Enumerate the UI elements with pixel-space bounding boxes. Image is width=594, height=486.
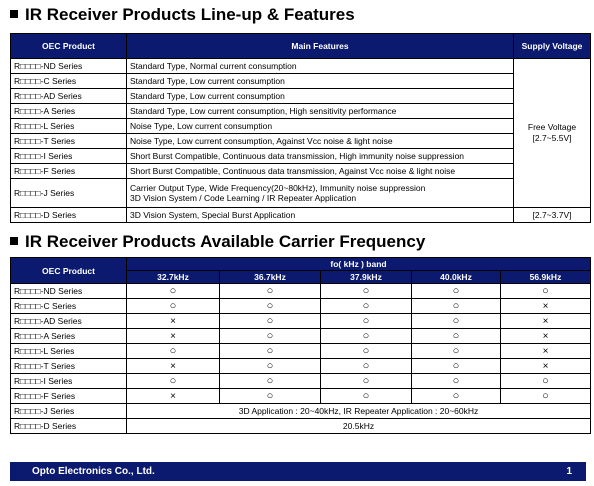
header-frequency: 37.9kHz: [321, 271, 412, 284]
frequency-rows: [11, 284, 591, 404]
feature-line: Carrier Output Type, Wide Frequency(20~80kHz), Immunity noise suppression: [130, 183, 426, 193]
product-cell: R□□□□-I Series: [11, 374, 127, 389]
available-mark: ○: [220, 374, 321, 389]
product-cell: R□□□□-AD Series: [11, 89, 127, 104]
frequency-note-cell: 20.5kHz: [127, 419, 591, 434]
available-mark: ○: [321, 284, 412, 299]
section2-heading: [10, 232, 425, 252]
not-available-mark: ×: [501, 344, 591, 359]
feature-cell: Standard Type, Low current consumption: [127, 89, 514, 104]
available-mark: ○: [321, 359, 412, 374]
frequency-note-cell: 3D Application : 20~40kHz, IR Repeater Application : 20~60kHz: [127, 404, 591, 419]
not-available-mark: ×: [501, 359, 591, 374]
page-number: 1: [566, 466, 572, 477]
table-header-row: [11, 258, 591, 271]
table-row: [11, 74, 591, 89]
table-header-row: [11, 34, 591, 59]
table-row: [11, 374, 591, 389]
product-cell: R□□□□-T Series: [11, 359, 127, 374]
product-cell: R□□□□-ND Series: [11, 59, 127, 74]
product-cell: R□□□□-A Series: [11, 104, 127, 119]
available-mark: ○: [501, 389, 591, 404]
product-cell: R□□□□-I Series: [11, 149, 127, 164]
available-mark: ○: [412, 359, 501, 374]
table-row: [11, 59, 591, 74]
available-mark: ○: [321, 299, 412, 314]
available-mark: ○: [220, 389, 321, 404]
table-row: [11, 419, 591, 434]
available-mark: ○: [412, 344, 501, 359]
available-mark: ○: [321, 314, 412, 329]
footer-bar: [10, 462, 586, 481]
section2-title: IR Receiver Products Available Carrier Frequency: [25, 232, 426, 251]
header-frequency: 56.9kHz: [501, 271, 591, 284]
supply-voltage-cell: [2.7~3.7V]: [514, 208, 591, 223]
available-mark: ○: [220, 344, 321, 359]
product-cell: R□□□□-A Series: [11, 329, 127, 344]
product-cell: R□□□□-C Series: [11, 74, 127, 89]
feature-cell: 3D Vision System, Special Burst Application: [127, 208, 514, 223]
feature-cell: Short Burst Compatible, Continuous data transmission, Against Vcc noise & light noise: [127, 164, 514, 179]
available-mark: ○: [321, 374, 412, 389]
table-row: [11, 344, 591, 359]
header-frequency: 40.0kHz: [412, 271, 501, 284]
feature-cell: Standard Type, Low current consumption: [127, 74, 514, 89]
table-row: [11, 329, 591, 344]
product-cell: R□□□□-F Series: [11, 164, 127, 179]
feature-cell: Noise Type, Low current consumption, Against Vcc noise & light noise: [127, 134, 514, 149]
table-row: [11, 164, 591, 179]
available-mark: ○: [412, 374, 501, 389]
table-row: [11, 314, 591, 329]
available-mark: ○: [321, 329, 412, 344]
feature-cell: Standard Type, Normal current consumption: [127, 59, 514, 74]
table-row: [11, 284, 591, 299]
available-mark: ○: [220, 359, 321, 374]
table-row: [11, 389, 591, 404]
product-cell: R□□□□-J Series: [11, 404, 127, 419]
not-available-mark: ×: [501, 299, 591, 314]
available-mark: ○: [127, 284, 220, 299]
not-available-mark: ×: [127, 359, 220, 374]
table-row: [11, 134, 591, 149]
available-mark: ○: [501, 374, 591, 389]
table-row: [11, 104, 591, 119]
feature-line: 3D Vision System / Code Learning / IR Repeater Application: [130, 193, 357, 203]
feature-cell: Short Burst Compatible, Continuous data transmission, High immunity noise suppression: [127, 149, 514, 164]
feature-cell: [127, 179, 514, 208]
product-cell: R□□□□-L Series: [11, 119, 127, 134]
company-name: Opto Electronics Co., Ltd.: [32, 466, 155, 477]
table-row: [11, 299, 591, 314]
available-mark: ○: [412, 329, 501, 344]
available-mark: ○: [412, 314, 501, 329]
lineup-features-table: [10, 33, 591, 223]
not-available-mark: ×: [501, 329, 591, 344]
table-row: [11, 149, 591, 164]
not-available-mark: ×: [127, 329, 220, 344]
not-available-mark: ×: [127, 314, 220, 329]
available-mark: ○: [412, 389, 501, 404]
available-mark: ○: [501, 284, 591, 299]
available-mark: ○: [412, 299, 501, 314]
header-frequency: 36.7kHz: [220, 271, 321, 284]
supply-voltage-merged-cell: [514, 59, 591, 208]
header-frequency: 32.7kHz: [127, 271, 220, 284]
available-mark: ○: [321, 389, 412, 404]
table-row: [11, 208, 591, 223]
available-mark: ○: [220, 329, 321, 344]
feature-cell: Standard Type, Low current consumption, High sensitivity performance: [127, 104, 514, 119]
square-bullet-icon: [10, 10, 18, 18]
header-supply-voltage: Supply Voltage: [514, 34, 591, 59]
header-main-features: Main Features: [127, 34, 514, 59]
table-row: [11, 404, 591, 419]
available-mark: ○: [220, 284, 321, 299]
product-cell: R□□□□-D Series: [11, 208, 127, 223]
available-mark: ○: [127, 344, 220, 359]
product-cell: R□□□□-F Series: [11, 389, 127, 404]
product-cell: R□□□□-J Series: [11, 179, 127, 208]
product-cell: R□□□□-ND Series: [11, 284, 127, 299]
header-fo-band: fo( kHz ) band: [127, 258, 591, 271]
available-mark: ○: [220, 314, 321, 329]
product-cell: R□□□□-C Series: [11, 299, 127, 314]
product-cell: R□□□□-D Series: [11, 419, 127, 434]
not-available-mark: ×: [501, 314, 591, 329]
section1-title: IR Receiver Products Line-up & Features: [25, 5, 355, 24]
supply-voltage-label: Free Voltage: [527, 122, 577, 132]
square-bullet-icon: [10, 237, 18, 245]
product-cell: R□□□□-AD Series: [11, 314, 127, 329]
available-mark: ○: [220, 299, 321, 314]
not-available-mark: ×: [127, 389, 220, 404]
carrier-frequency-table: [10, 257, 591, 434]
header-oec-product: OEC Product: [11, 34, 127, 59]
header-oec-product: OEC Product: [11, 258, 127, 284]
product-cell: R□□□□-T Series: [11, 134, 127, 149]
product-cell: R□□□□-L Series: [11, 344, 127, 359]
feature-cell: Noise Type, Low current consumption: [127, 119, 514, 134]
table-row: [11, 179, 591, 208]
table-row: [11, 89, 591, 104]
available-mark: ○: [321, 344, 412, 359]
table-row: [11, 359, 591, 374]
table-row: [11, 119, 591, 134]
available-mark: ○: [412, 284, 501, 299]
available-mark: ○: [127, 299, 220, 314]
available-mark: ○: [127, 374, 220, 389]
supply-voltage-range: [2.7~5.5V]: [532, 133, 572, 143]
section1-heading: [10, 5, 355, 25]
